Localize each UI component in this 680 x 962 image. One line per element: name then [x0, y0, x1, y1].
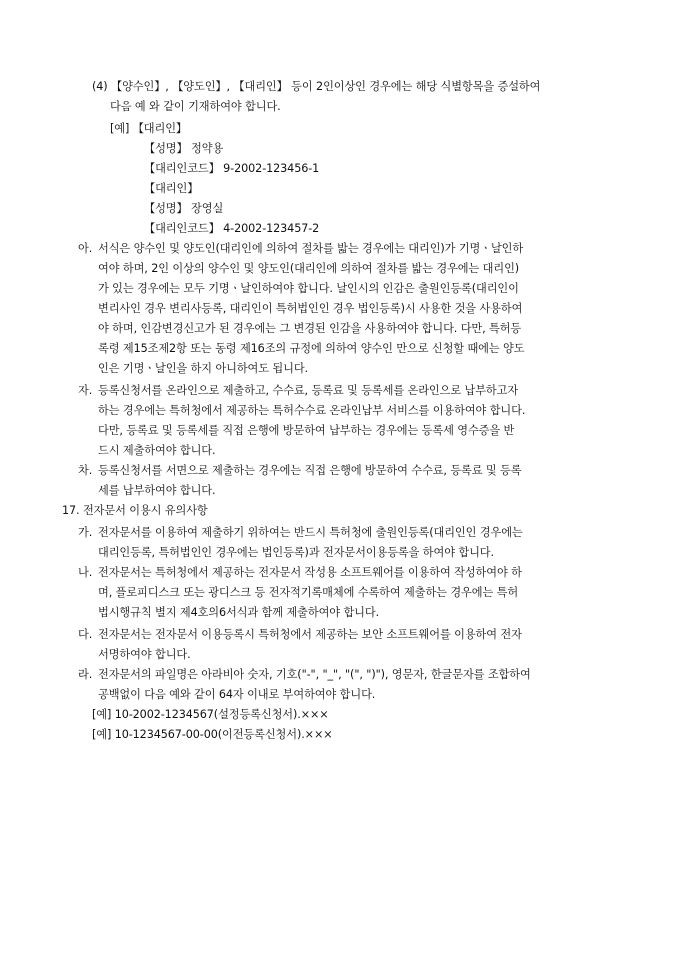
example-label: [예] 【대리인】 — [110, 122, 187, 135]
example-row: 【성명】 정약용 — [144, 142, 224, 155]
example-row: 【대리인코드】 9-2002-123456-1 — [144, 162, 320, 175]
para-cha-line: 세를 납부하여야 합니다. — [98, 484, 216, 497]
filename-example: [예] 10-1234567-00-00(이전등록신청서).××× — [92, 728, 333, 741]
para-a-line: 야 하며, 인감변경신고가 된 경우에는 그 변경된 인감을 사용하여야 합니다. 다만, 특허등 — [98, 322, 522, 335]
s17-ga-line: 전자문서를 이용하여 제출하기 위하여는 반드시 특허청에 출원인등록(대리인인 경우에는 — [98, 526, 523, 539]
section-17-heading: 17. 전자문서 이용시 유의사항 — [62, 504, 208, 517]
para-ja-line: 하는 경우에는 특허청에서 제공하는 특허수수료 온라인납부 서비스를 이용하여야 합니다. — [98, 404, 526, 417]
para-ja-line: 드시 제출하여야 합니다. — [98, 444, 216, 457]
s17-na-line: 법시행규칙 별지 제4호의6서식과 함께 제출하여야 합니다. — [98, 606, 380, 619]
s17-na-line: 전자문서는 특허청에서 제공하는 전자문서 작성용 소프트웨어를 이용하여 작성하여야 하 — [98, 566, 522, 579]
s17-ra-marker: 라. — [78, 668, 93, 681]
para-ja-line: 등록신청서를 온라인으로 제출하고, 수수료, 등록료 및 등록세를 온라인으로 납부하고자 — [98, 384, 519, 397]
example-row: 【대리인코드】 4-2002-123457-2 — [144, 222, 320, 235]
s17-da-line: 서명하여야 합니다. — [98, 648, 191, 661]
s17-ga-line: 대리인등록, 특허법인인 경우에는 법인등록)과 전자문서이용등록을 하여야 합니다. — [98, 546, 494, 559]
para-a-line: 서식은 양수인 및 양도인(대리인에 의하여 절차를 밟는 경우에는 대리인)가 기명ㆍ날인하 — [98, 242, 524, 255]
example-row: 【대리인】 — [144, 182, 199, 195]
para-cha-marker: 차. — [78, 464, 93, 477]
para-a-line: 록령 제15조제2항 또는 동령 제16조의 규정에 의하여 양수인 만으로 신청할 때에는 양도 — [98, 342, 525, 355]
item4-line-1: (4) 【양수인】, 【양도인】, 【대리인】 등이 2인이상인 경우에는 해당 식별항목을 증설하여 — [92, 80, 541, 93]
para-ja-marker: 자. — [78, 384, 93, 397]
para-ja-line: 다만, 등록료 및 등록세를 직접 은행에 방문하여 납부하는 경우에는 등록세 영수증을 반 — [98, 424, 515, 437]
para-a-marker: 아. — [78, 242, 93, 255]
example-row: 【성명】 장영실 — [144, 202, 224, 215]
s17-da-line: 전자문서는 전자문서 이용등록시 특허청에서 제공하는 보안 소프트웨어를 이용하여 전자 — [98, 628, 522, 641]
s17-na-marker: 나. — [78, 566, 93, 579]
para-a-line: 여야 하며, 2인 이상의 양수인 및 양도인(대리인에 의하여 절차를 밟는 경우에는 대리인) — [98, 262, 520, 275]
filename-example: [예] 10-2002-1234567(설정등록신청서).××× — [92, 708, 329, 721]
para-a-line: 인은 기명ㆍ날인을 하지 아니하여도 됩니다. — [98, 362, 309, 375]
s17-da-marker: 다. — [78, 628, 93, 641]
para-a-line: 가 있는 경우에는 모두 기명ㆍ날인하여야 합니다. 날인시의 인감은 출원인등록(대리인이 — [98, 282, 519, 295]
item4-line-2: 다음 예 와 같이 기재하여야 합니다. — [110, 100, 281, 113]
para-a-line: 변리사인 경우 변리사등록, 대리인이 특허법인인 경우 법인등록)시 사용한 것을 사용하여 — [98, 302, 523, 315]
s17-na-line: 며, 플로피디스크 또는 광디스크 등 전자적기록매체에 수록하여 제출하는 경우에는 특허 — [98, 586, 519, 599]
para-cha-line: 등록신청서를 서면으로 제출하는 경우에는 직접 은행에 방문하여 수수료, 등록료 및 등록 — [98, 464, 522, 477]
s17-ra-line: 전자문서의 파일명은 아라비아 숫자, 기호("-", "_", "(", ")"), 영문자, 한글문자를 조합하여 — [98, 668, 531, 681]
s17-ra-line: 공백없이 다음 예와 같이 64자 이내로 부여하여야 합니다. — [98, 688, 376, 701]
s17-ga-marker: 가. — [78, 526, 93, 539]
